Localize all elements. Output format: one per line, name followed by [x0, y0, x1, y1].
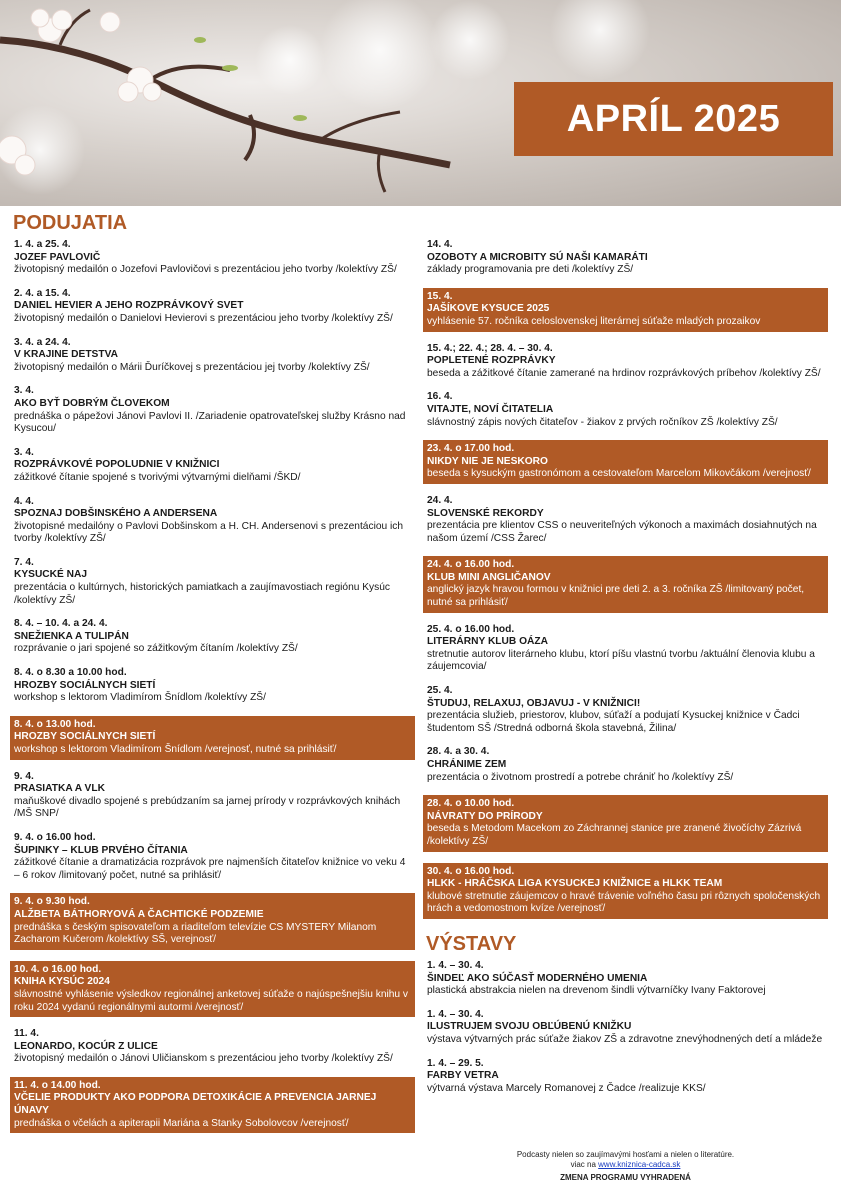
event-date: 4. 4. [14, 495, 34, 507]
event-name: ŠUPINKY – KLUB PRVÉHO ČÍTANIA [14, 844, 188, 856]
event-date: 25. 4. [427, 685, 453, 697]
event-name: ŠINDEĽ AKO SÚČASŤ MODERNÉHO UMENIA [427, 972, 648, 984]
event-desc: výtvarná výstava Marcely Romanovej z Čadce /realizuje KKS/ [427, 1082, 706, 1094]
event-name: NIKDY NIE JE NESKORO [427, 455, 548, 467]
event-desc: stretnutie autorov literárneho klubu, ktorí píšu vlastnú tvorbu /aktuální členovia klubu a záujemcovia/ [427, 648, 815, 673]
event-name: LEONARDO, KOCÚR Z ULICE [14, 1040, 158, 1052]
event-date: 1. 4. a 25. 4. [14, 239, 71, 250]
event-name: SPOZNAJ DOBŠINSKÉHO A ANDERSENA [14, 508, 218, 520]
events-column-left [10, 212, 415, 1144]
footer-disclaimer: ZMENA PROGRAMU VYHRADENÁ [560, 1173, 691, 1182]
event-item [423, 343, 828, 381]
event-name: ROZPRÁVKOVÉ POPOLUDNIE V KNIŽNICI [14, 459, 220, 471]
event-name: ŠTUDUJ, RELAXUJ, OBJAVUJ - V KNIŽNICI! [427, 697, 641, 709]
event-desc: slávnostné vyhlásenie výsledkov regionálnej anketovej súťaže o najúspešnejšiu knihu v roku 2024 vydanú regionálnymi autormi /verejnosť/ [14, 988, 409, 1013]
event-item [423, 1058, 828, 1096]
event-item [423, 239, 828, 277]
event-name: FARBY VETRA [427, 1070, 499, 1082]
event-date: 9. 4. o 16.00 hod. [14, 831, 96, 843]
event-date: 2. 4. a 15. 4. [14, 287, 71, 299]
event-item [10, 337, 415, 375]
event-date: 7. 4. [14, 556, 34, 568]
event-name: LITERÁRNY KLUB OÁZA [427, 636, 548, 648]
event-desc: workshop s lektorom Vladimírom Šnídlom /verejnosť, nutné sa prihlásiť/ [14, 744, 337, 755]
event-date: 24. 4. o 16.00 hod. [427, 559, 515, 571]
section-title-podujatia: PODUJATIA [13, 212, 128, 234]
event-desc: prezentácia o životnom prostredí a potrebe chrániť ho /kolektívy ZŠ/ [427, 771, 734, 783]
event-name: HROZBY SOCIÁLNYCH SIETÍ [14, 731, 156, 743]
event-item [423, 288, 828, 332]
event-item [10, 1077, 415, 1133]
event-name: CHRÁNIME ZEM [427, 759, 507, 770]
event-date: 1. 4. – 30. 4. [427, 959, 484, 971]
website-link[interactable]: www.kniznica-cadca.sk [598, 1160, 681, 1169]
event-date: 14. 4. [427, 239, 453, 250]
event-name: OZOBOTY A MICROBITY SÚ NAŠI KAMARÁTI [427, 251, 648, 263]
event-desc: zážitkové čítanie a dramatizácia rozprávok pre najmenších čitateľov knižnice vo veku 4 – 6 rokov /limitovaný počet, nutné sa prihlásiť/ [14, 857, 406, 881]
header-photo [0, 0, 841, 206]
events-column-right [423, 239, 828, 1106]
event-desc: anglický jazyk hravou formou v knižnici pre deti 2. a 3. ročníka ZŠ /limitovaný počet, nutné sa prihlásiť/ [427, 584, 805, 609]
event-date: 1. 4. – 30. 4. [427, 1008, 484, 1020]
footer-web-prefix: viac na [570, 1160, 599, 1169]
event-item [10, 893, 415, 949]
event-desc: základy programovania pre deti /kolektívy ZŠ/ [427, 264, 634, 276]
event-name: DANIEL HEVIER A JEHO ROZPRÁVKOVÝ SVET [14, 300, 244, 312]
event-name: V KRAJINE DETSTVA [14, 349, 118, 361]
event-item [423, 1009, 828, 1047]
event-item [423, 495, 828, 545]
event-item [423, 440, 828, 484]
event-desc: prezentácia o kultúrnych, historických pamiatkach a zaujímavostiach regiónu Kysúc /kolektívy ZŠ/ [14, 582, 390, 606]
event-name: NÁVRATY DO PRÍRODY [427, 810, 543, 822]
event-date: 11. 4. [14, 1028, 39, 1040]
event-desc: životopisné medailóny o Pavlovi Dobšinskom a H. CH. Andersenovi s prezentáciou ich tvorby /kolektívy ZŠ/ [14, 520, 404, 545]
event-name: ILUSTRUJEM SVOJU OBĽÚBENÚ KNIŽKU [427, 1021, 632, 1033]
event-date: 3. 4. a 24. 4. [14, 336, 71, 348]
event-item [10, 667, 415, 705]
event-name: KLUB MINI ANGLIČANOV [427, 571, 551, 583]
event-item [10, 447, 415, 485]
event-desc: plastická abstrakcia nielen na drevenom šindli výtvarníčky Ivany Faktorovej [427, 985, 766, 997]
event-item [10, 239, 415, 277]
event-item [423, 685, 828, 735]
event-item [423, 960, 828, 998]
event-desc: vyhlásenie 57. ročníka celoslovenskej literárnej súťaže mladých prozaikov [427, 315, 761, 327]
footer-web-line [423, 1160, 828, 1170]
event-name: VČELIE PRODUKTY AKO PODPORA DETOXIKÁCIE A PREVENCIA JARNEJ ÚNAVY [14, 1092, 377, 1117]
event-desc: maňuškové divadlo spojené s prebúdzaním sa jarnej prírody v rozprávkových knihách /MŠ SNP/ [14, 795, 401, 820]
event-desc: životopisný medailón o Jánovi Uličianskom s prezentáciou jeho tvorby /kolektívy ZŠ/ [14, 1053, 393, 1065]
event-item [10, 961, 415, 1017]
event-date: 8. 4. o 8.30 a 10.00 hod. [14, 667, 127, 679]
event-date: 24. 4. [427, 494, 453, 506]
event-date: 15. 4. [427, 290, 453, 302]
event-name: HROZBY SOCIÁLNYCH SIETÍ [14, 679, 156, 691]
event-desc: životopisný medailón o Jozefovi Pavlovičovi s prezentáciou jeho tvorby /kolektívy ZŠ/ [14, 264, 397, 276]
event-desc: prezentácia pre klientov CSS o neuveriteľných výkonoch a maximách dosiahnutých na našom území /CSS Žarec/ [427, 520, 817, 544]
event-desc: životopisný medailón o Márii Ďuríčkovej s prezentáciou jej tvorby /kolektívy ZŠ/ [14, 361, 370, 373]
event-date: 15. 4.; 22. 4.; 28. 4. – 30. 4. [427, 342, 553, 354]
event-item [10, 288, 415, 326]
footer [423, 1150, 828, 1183]
page-title: APRÍL 2025 [514, 82, 833, 156]
event-item [10, 1028, 415, 1066]
event-date: 30. 4. o 16.00 hod. [427, 865, 515, 877]
section-title-vystavy: VÝSTAVY [426, 932, 517, 955]
event-item [10, 771, 415, 821]
event-name: POPLETENÉ ROZPRÁVKY [427, 355, 556, 367]
event-desc: workshop s lektorom Vladimírom Šnídlom /kolektívy ZŠ/ [14, 692, 266, 704]
event-date: 8. 4. – 10. 4. a 24. 4. [14, 618, 108, 630]
event-desc: životopisný medailón o Danielovi Hevierovi s prezentáciou jeho tvorby /kolektívy ZŠ/ [14, 312, 393, 324]
event-name: JOZEF PAVLOVIČ [14, 251, 101, 263]
event-item [423, 795, 828, 851]
event-desc: prezentácia služieb, priestorov, klubov, súťaží a podujatí Kysuckej knižnice v Čadci študentom SŠ /Stredná odborná škola stavebná, Žilina/ [427, 710, 800, 734]
event-item [10, 832, 415, 882]
event-date: 10. 4. o 16.00 hod. [14, 963, 102, 975]
event-item [10, 618, 415, 656]
event-desc: beseda a zážitkové čítanie zamerané na hrdinov rozprávkových príbehov /kolektívy ZŠ/ [427, 367, 821, 379]
event-desc: prednáška o pápežovi Jánovi Pavlovi II. /Zariadenie opatrovateľskej služby Krásno nad Kysucou/ [14, 410, 406, 435]
event-name: PRASIATKA A VLK [14, 783, 105, 795]
event-date: 3. 4. [14, 385, 34, 397]
event-date: 3. 4. [14, 446, 34, 458]
event-name: SNEŽIENKA A TULIPÁN [14, 630, 129, 642]
event-name: AKO BYŤ DOBRÝM ČLOVEKOM [14, 397, 170, 409]
event-item [10, 496, 415, 546]
event-date: 9. 4. o 9.30 hod. [14, 896, 90, 908]
footer-podcast-note: Podcasty nielen so zaujímavými hosťami a nielen o literatúre. [516, 1150, 735, 1159]
event-item [423, 624, 828, 674]
event-date: 9. 4. [14, 770, 34, 782]
event-desc: slávnostný zápis nových čitateľov - žiakov z prvých ročníkov ZŠ /kolektívy ZŠ/ [427, 416, 778, 428]
event-name: HLKK - HRÁČSKA LIGA KYSUCKEJ KNIŽNICE a HLKK TEAM [427, 878, 723, 890]
event-desc: zážitkové čítanie spojené s tvorivými výtvarnými dielňami /ŠKD/ [14, 471, 301, 483]
event-date: 25. 4. o 16.00 hod. [427, 623, 515, 635]
event-date: 23. 4. o 17.00 hod. [427, 443, 515, 455]
event-item [423, 863, 828, 919]
event-name: VITAJTE, NOVÍ ČITATELIA [427, 403, 554, 415]
event-desc: prednáška o včelách a apiterapii Mariána a Stanky Sobolovcov /verejnosť/ [14, 1117, 349, 1129]
event-date: 28. 4. o 10.00 hod. [427, 798, 515, 810]
event-item [10, 557, 415, 607]
event-name: ALŽBETA BÁTHORYOVÁ A ČACHTICKÉ PODZEMIE [14, 908, 264, 920]
event-desc: beseda s Metodom Macekom zo Záchrannej stanice pre zranené živočíchy Zázrivá /kolektívy ZŠ/ [427, 823, 802, 847]
event-date: 16. 4. [427, 391, 453, 403]
event-desc: rozprávanie o jari spojené so zážitkovým čítaním /kolektívy ZŠ/ [14, 643, 298, 655]
event-date: 8. 4. o 13.00 hod. [14, 718, 96, 730]
event-date: 11. 4. o 14.00 hod. [14, 1079, 101, 1091]
event-name: SLOVENSKÉ REKORDY [427, 507, 544, 519]
event-desc: výstava výtvarných prác súťaže žiakov ZŠ a zdravotne znevýhodnených detí a mládeže [427, 1033, 823, 1045]
event-desc: beseda s kysuckým gastronómom a cestovateľom Marcelom Mikovčákom /verejnosť/ [427, 468, 811, 480]
event-name: KNIHA KYSÚC 2024 [14, 976, 110, 988]
event-item [423, 556, 828, 612]
event-name: KYSUCKÉ NAJ [14, 569, 88, 581]
event-date: 28. 4. a 30. 4. [427, 746, 490, 758]
event-desc: klubové stretnutie záujemcov o hravé trávenie voľného času pri rôznych spoločenských hrách a vedomostnom kvíze /verejnosť/ [427, 890, 821, 915]
event-item [10, 716, 415, 760]
event-item [423, 391, 828, 429]
event-date: 1. 4. – 29. 5. [427, 1057, 484, 1069]
event-item [10, 385, 415, 435]
event-desc: prednáška s českým spisovateľom a riaditeľom televízie CS MYSTERY Milanom Zacharom Kučerom /kolektívy SŠ, verejnosť/ [14, 921, 377, 946]
event-item [423, 746, 828, 784]
event-name: JAŠÍKOVE KYSUCE 2025 [427, 303, 550, 315]
